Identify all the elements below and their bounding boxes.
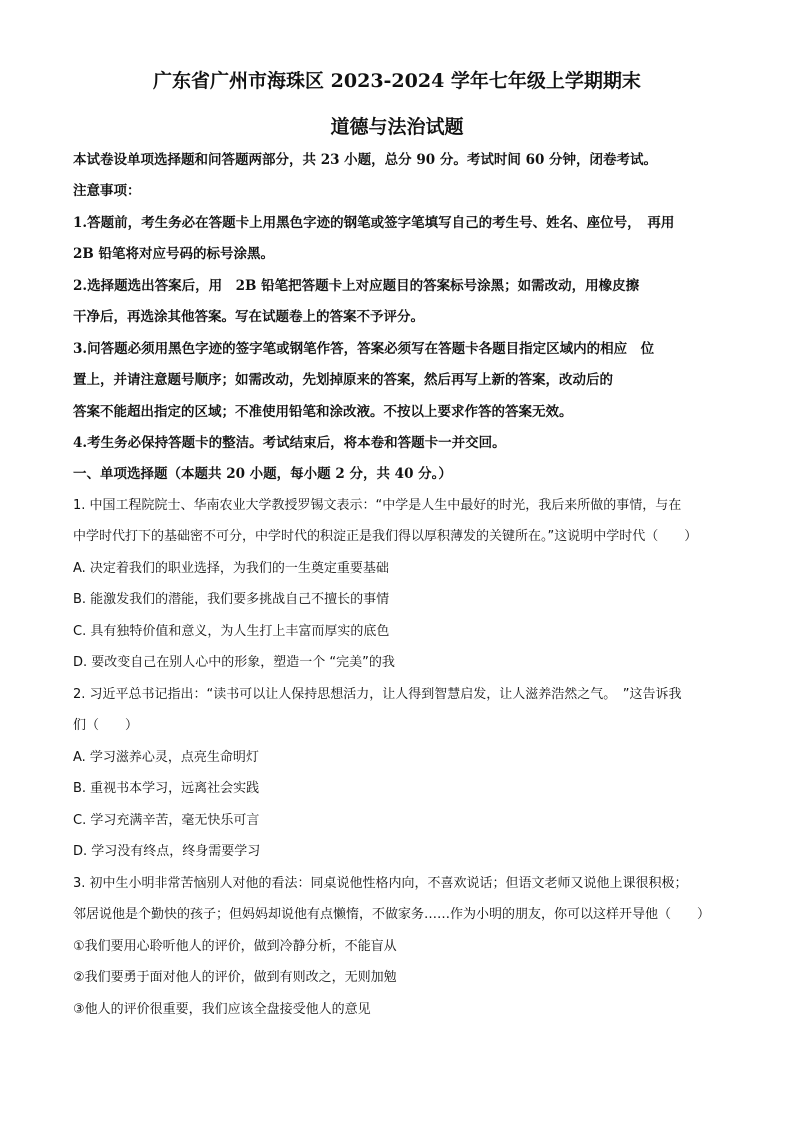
question-1-option-a: A. 决定着我们的职业选择，为我们的一生奠定重要基础 <box>73 561 389 576</box>
question-1-stem-line-2: 中学时代打下的基础密不可分，中学时代的积淀正是我们得以厚积薄发的关键所在。”这说明中学时代（ ） <box>73 529 698 544</box>
notice-item-2-line-2: 干净后，再选涂其他答案。写在试题卷上的答案不予评分。 <box>73 309 424 325</box>
question-3-statement-1: ①我们要用心聆听他人的评价，做到冷静分析，不能盲从 <box>73 939 397 954</box>
notice-heading: 注意事项： <box>73 183 141 199</box>
section-heading: 一、单项选择题（本题共 20 小题，每小题 2 分，共 40 分。） <box>73 466 452 482</box>
question-3-statement-2: ②我们要勇于面对他人的评价，做到有则改之，无则加勉 <box>73 970 397 985</box>
question-3-stem-line-1: 3. 初中生小明非常苦恼别人对他的看法：同桌说他性格内向，不喜欢说话；但语文老师又说他上课很积极； <box>73 876 688 891</box>
exam-subject-title: 道德与法治试题 <box>330 116 464 138</box>
question-1-option-d: D. 要改变自己在别人心中的形象，塑造一个 “完美”的我 <box>73 655 395 670</box>
question-1-stem-line-1: 1. 中国工程院院士、华南农业大学教授罗锡文表示：“中学是人生中最好的时光，我后来所做的事情，与在 <box>73 498 682 513</box>
question-2-option-c: C. 学习充满辛苦，毫无快乐可言 <box>73 813 260 828</box>
notice-item-2-line-1: 2.选择题选出答案后，用 2B 铅笔把答题卡上对应题目的答案标号涂黑；如需改动，用橡皮擦 <box>73 278 640 294</box>
question-1-option-c: C. 具有独特价值和意义，为人生打上丰富而厚实的底色 <box>73 624 390 639</box>
notice-item-3-line-2: 置上，并请注意题号顺序；如需改动，先划掉原来的答案，然后再写上新的答案，改动后的 <box>73 372 613 388</box>
notice-item-3-line-1: 3.问答题必须用黑色字迹的签字笔或钢笔作答，答案必须写在答题卡各题目指定区域内的相应 位 <box>73 341 655 357</box>
question-2-option-d: D. 学习没有终点，终身需要学习 <box>73 844 261 859</box>
question-3-stem-line-2: 邻居说他是个勤快的孩子；但妈妈却说他有点懒惰，不做家务……作为小明的朋友，你可以这样开导他（ ） <box>73 907 711 922</box>
question-2-option-b: B. 重视书本学习，远离社会实践 <box>73 781 260 796</box>
exam-title: 广东省广州市海珠区 2023-2024 学年七年级上学期期末 <box>153 70 641 92</box>
instructions-intro: 本试卷设单项选择题和问答题两部分，共 23 小题，总分 90 分。考试时间 60 分钟，闭卷考试。 <box>73 152 658 168</box>
question-3-statement-3: ③他人的评价很重要，我们应该全盘接受他人的意见 <box>73 1002 371 1017</box>
notice-item-1-line-2: 2B 铅笔将对应号码的标号涂黑。 <box>73 246 275 262</box>
question-1-option-b: B. 能激发我们的潜能，我们要多挑战自己不擅长的事情 <box>73 592 390 607</box>
notice-item-4: 4.考生务必保持答题卡的整洁。考试结束后，将本卷和答题卡一并交回。 <box>73 435 506 451</box>
question-2-stem-line-2: 们（ ） <box>73 718 139 733</box>
question-2-stem-line-1: 2. 习近平总书记指出：“读书可以让人保持思想活力，让人得到智慧启发，让人滋养浩然之气。 ”这告诉我 <box>73 687 682 702</box>
notice-item-3-line-3: 答案不能超出指定的区域；不准使用铅笔和涂改液。不按以上要求作答的答案无效。 <box>73 404 573 420</box>
question-2-option-a: A. 学习滋养心灵，点亮生命明灯 <box>73 750 259 765</box>
notice-item-1-line-1: 1.答题前，考生务必在答题卡上用黑色字迹的钢笔或签字笔填写自己的考生号、姓名、座位号， 再用 <box>73 215 675 231</box>
